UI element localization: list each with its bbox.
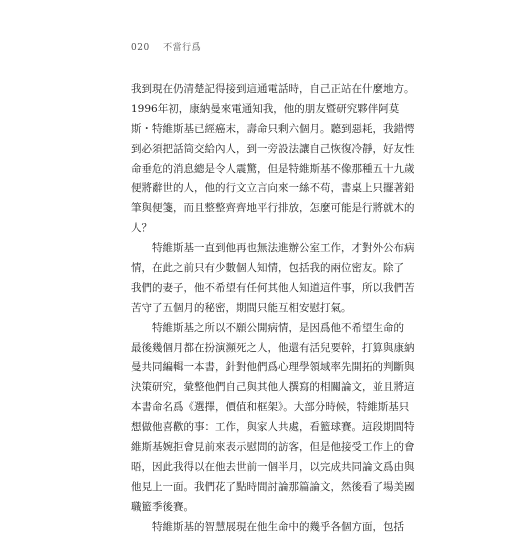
text-line: 晤，因此我得以在他去世前一個半月，以完成共同論文爲由與 <box>131 460 415 473</box>
text-line: 特維斯基之所以不願公開病情，是因爲他不希望生命的 <box>152 321 404 334</box>
text-line: 到必須把話筒交給內人，到一旁設法讓自己恢復冷靜，好友性 <box>131 142 415 155</box>
book-title: 不當行爲 <box>163 43 202 53</box>
text-line: 維斯基婉拒會見前來表示慰問的訪客，但是他接受工作上的會 <box>131 441 415 454</box>
body-text <box>131 80 415 537</box>
text-line: 情，在此之前只有少數個人知情，包括我的兩位密友。除了 <box>131 262 404 275</box>
text-line: 命垂危的消息總是令人震驚，但是特維斯基不像那種五十九歲 <box>131 162 415 175</box>
text-line: 1996年初，康納曼來電通知我，他的朋友暨研究夥伴阿莫 <box>131 102 400 115</box>
text-line: 便將辭世的人，他的行文立言向來一絲不苟，書桌上只擺著鉛 <box>131 182 415 195</box>
text-line: 筆與便箋，而且整整齊齊地平行排放，怎麼可能是行將就木的 <box>131 202 415 215</box>
text-line: 職籃季後賽。 <box>131 500 194 513</box>
running-head <box>131 40 201 53</box>
text-line: 最後幾個月都在扮演瀕死之人，他還有活兒要幹，打算與康納 <box>131 341 415 354</box>
text-line: 苦守了五個月的秘密，期間只能互相安慰打氣。 <box>131 301 352 314</box>
page-number: 020 <box>131 43 150 53</box>
text-line: 特維斯基的智慧展現在他生命中的幾乎各個方面，包括 <box>152 520 404 533</box>
text-line: 想做他喜歡的事：工作，與家人共處，看籃球賽。這段期間特 <box>131 421 415 434</box>
text-line: 斯・特維斯基已經癌末，壽命只剩六個月。聽到惡耗，我錯愕 <box>131 122 415 135</box>
text-line: 特維斯基一直到他再也無法進辦公室工作，才對外公布病 <box>152 242 415 255</box>
text-line: 決策研究，彙整他們自己與其他人撰寫的相關論文，並且將這 <box>131 381 415 394</box>
text-line: 我們的妻子，他不希望有任何其他人知道這件事，所以我們苦 <box>131 281 415 294</box>
text-line: 人？ <box>131 222 152 235</box>
text-line: 本書命名爲《選擇，價值和框架》。大部分時候，特維斯基只 <box>131 401 410 414</box>
text-line: 我到現在仍清楚記得接到這通電話時，自己正站在什麼地方。 <box>131 83 415 95</box>
text-line: 他見上一面。我們花了點時間討論那篇論文，然後看了場美國 <box>131 480 415 493</box>
text-line: 曼共同編輯一本書，針對他們爲心理學領域率先開拓的判斷與 <box>131 361 415 374</box>
